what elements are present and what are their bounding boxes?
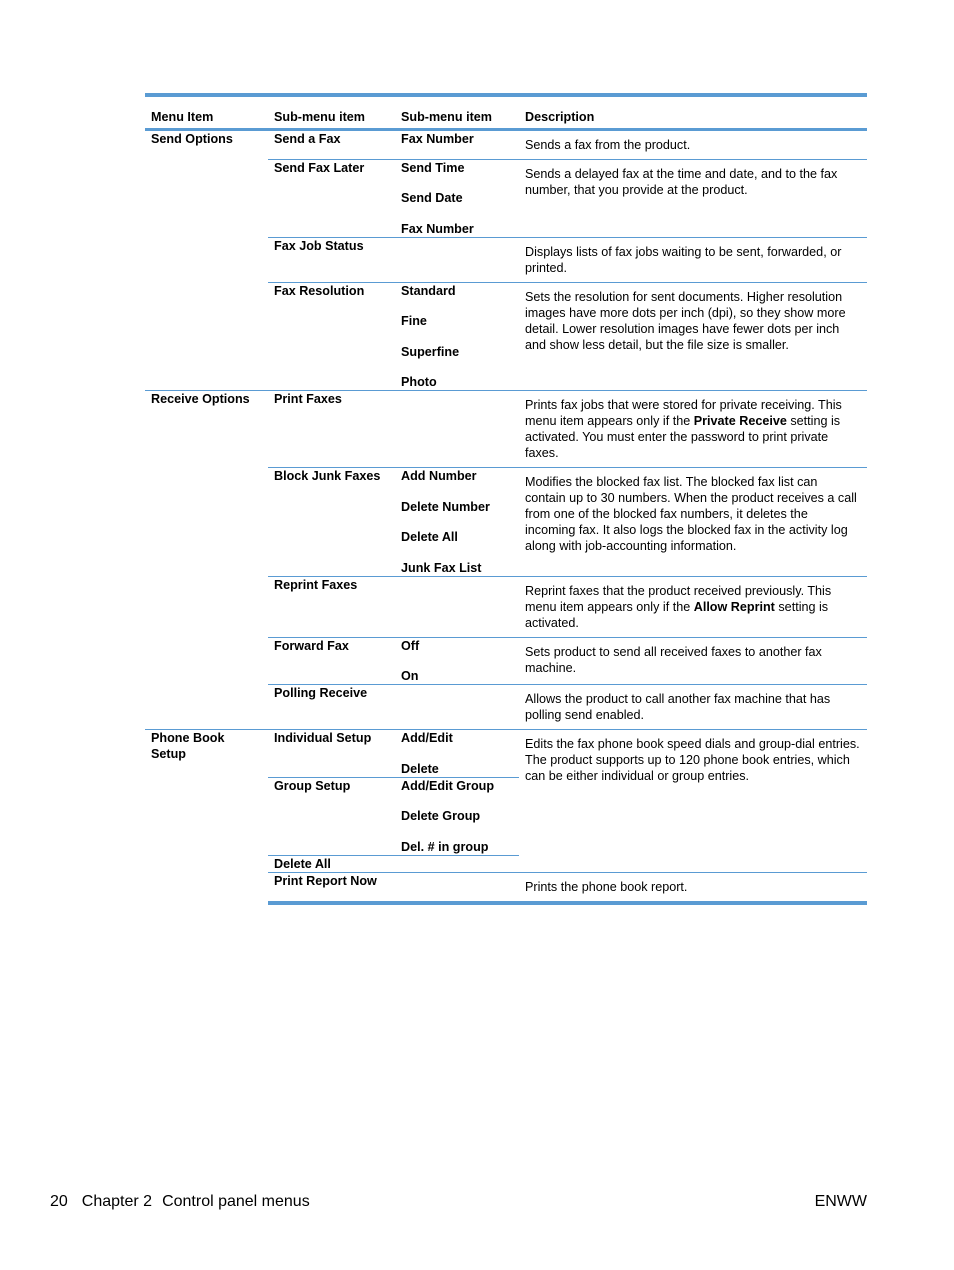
description-text: Prints fax jobs that were stored for private receiving. This menu item appears only if the [525, 398, 842, 428]
table-row [145, 730, 867, 778]
description-text: Displays lists of fax jobs waiting to be sent, forwarded, or printed. [525, 244, 842, 275]
description-text: setting is activated. [525, 599, 829, 630]
sub-menu-item-cell: Forward Fax [268, 637, 395, 685]
sub-menu-item-cell: Block Junk Faxes [268, 468, 395, 577]
sub-menu-option: Superfine [401, 344, 460, 359]
sub-menu-option: Fax Number [401, 221, 474, 236]
description-cell [519, 129, 867, 159]
header-description: Description [519, 95, 867, 129]
sub-menu-option: Delete [401, 761, 439, 776]
sub-menu-option: Send Time [401, 160, 465, 175]
description-cell [519, 872, 867, 903]
sub-menu-option: On [401, 669, 419, 683]
sub-menu-option: Add/Edit [401, 731, 453, 745]
header-sub-menu-item-2: Sub-menu item [395, 95, 519, 129]
description-text: Sends a delayed fax at the time and date, and to the fax number, that you provide at the product. [525, 166, 838, 197]
description-cell [519, 637, 867, 685]
sub-menu-options-cell [395, 730, 519, 778]
sub-menu-option: Add Number [401, 469, 477, 483]
sub-menu-option: Fax Number [401, 131, 474, 146]
description-cell [519, 468, 867, 577]
description-cell [519, 576, 867, 637]
sub-menu-options-cell [395, 872, 519, 903]
sub-menu-option: Off [401, 638, 420, 653]
table-row [145, 129, 867, 159]
menu-item-cell: Phone Book Setup [145, 730, 268, 903]
sub-menu-options-cell [395, 637, 519, 685]
sub-menu-options-cell [395, 468, 519, 577]
menu-item-cell: Send Options [151, 131, 233, 146]
description-cell [519, 159, 867, 237]
chapter-label: Chapter 2 [81, 1193, 153, 1210]
table-row [145, 391, 867, 468]
sub-menu-options-cell [395, 777, 519, 855]
description-text: Private Receive [693, 414, 787, 428]
sub-menu-item-cell: Print Faxes [268, 391, 395, 468]
sub-menu-item-cell: Send a Fax [274, 131, 341, 146]
sub-menu-item-cell: Individual Setup [268, 730, 395, 778]
sub-menu-options-cell [395, 282, 519, 391]
page-footer-right: ENWW [814, 1193, 867, 1210]
description-cell [519, 391, 867, 468]
description-text: Reprint faxes that the product received previously. This menu item appears only if the [525, 583, 832, 614]
table-body [145, 129, 867, 903]
sub-menu-option: Send Date [401, 191, 463, 205]
sub-menu-item-cell: Delete All [268, 855, 395, 872]
header-sub-menu-item-1: Sub-menu item [268, 95, 395, 129]
description-text: Sets the resolution for sent documents. Higher resolution images have more dots per inch (dpi), so they show more detail. Lower resolution images have fewer dots per inch and show less detail, but the file size is smaller. [525, 289, 846, 352]
table-header-row [145, 95, 867, 129]
description-cell [519, 730, 867, 873]
sub-menu-options-cell [395, 685, 519, 730]
description-text: Sets product to send all received faxes to another fax machine. [525, 644, 822, 675]
sub-menu-item-cell: Send Fax Later [268, 159, 395, 237]
header-menu-item: Menu Item [145, 95, 268, 129]
section-title: Control panel menus [162, 1193, 310, 1210]
description-text: setting is activated. You must enter the password to print private faxes. [525, 414, 841, 460]
sub-menu-item-cell: Print Report Now [268, 872, 395, 903]
description-text: Allow Reprint [693, 599, 775, 614]
page-footer-left [50, 1193, 310, 1211]
description-cell [519, 282, 867, 391]
description-text: Sends a fax from the product. [525, 137, 691, 152]
page-number: 20 [50, 1193, 68, 1210]
sub-menu-options-cell [395, 391, 519, 468]
sub-menu-option: Delete Number [401, 499, 490, 514]
description-text: Modifies the blocked fax list. The blocked fax list can contain up to 30 numbers. When the product receives a call from one of the blocked fax numbers, it deletes the incoming fax. It also logs the blocked fax in the activity log along with job-accounting information. [525, 475, 857, 553]
sub-menu-item-cell: Fax Job Status [268, 237, 395, 282]
sub-menu-options-cell [395, 576, 519, 637]
sub-menu-option: Junk Fax List [401, 560, 482, 575]
sub-menu-option: Add/Edit Group [401, 778, 495, 793]
sub-menu-option: Fine [401, 314, 427, 328]
sub-menu-item-cell: Reprint Faxes [268, 576, 395, 637]
sub-menu-options-cell [395, 129, 519, 159]
sub-menu-option: Del. # in group [401, 839, 489, 854]
menu-item-cell: Receive Options [145, 391, 268, 730]
description-text: Edits the fax phone book speed dials and group-dial entries. The product supports up to 120 phone book entries, which can be either individual or group entries. [525, 737, 860, 783]
sub-menu-option: Photo [401, 375, 437, 389]
sub-menu-option: Standard [401, 283, 456, 298]
sub-menu-item-cell: Fax Resolution [268, 282, 395, 391]
sub-menu-item-cell: Polling Receive [268, 685, 395, 730]
sub-menu-option: Delete All [401, 530, 458, 544]
description-text: Allows the product to call another fax machine that has polling send enabled. [525, 692, 831, 722]
description-cell [519, 237, 867, 282]
description-cell [519, 685, 867, 730]
menu-table [145, 93, 867, 905]
sub-menu-option: Delete Group [401, 809, 481, 823]
description-text: Prints the phone book report. [525, 879, 688, 894]
sub-menu-options-cell [395, 159, 519, 237]
sub-menu-options-cell [395, 237, 519, 282]
sub-menu-options-cell [395, 855, 519, 872]
sub-menu-item-cell: Group Setup [268, 777, 395, 855]
